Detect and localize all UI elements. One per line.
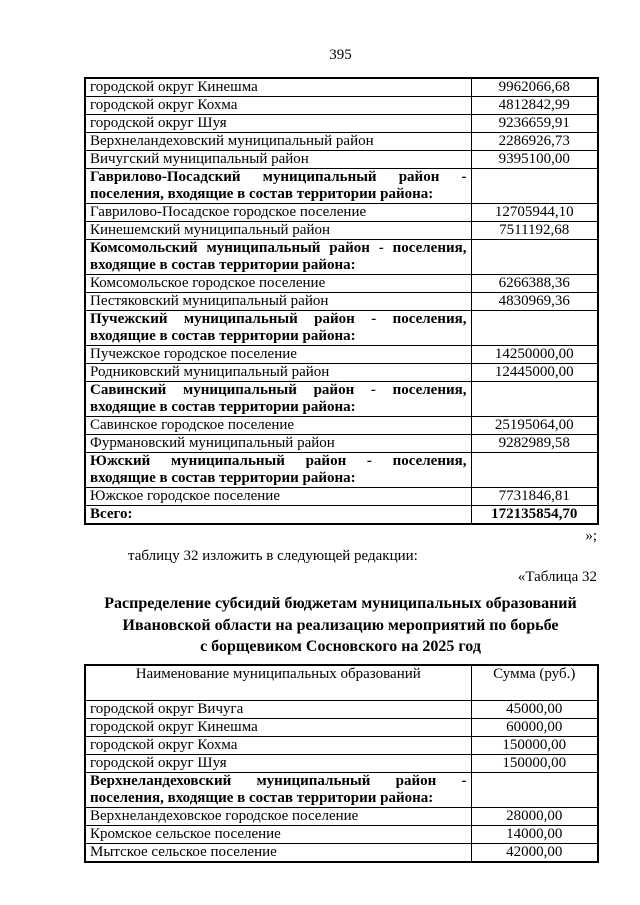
- table-row: [85, 97, 598, 115]
- municipality-cell: Савинский муниципальный район - поселения, входящие в состав территории района:: [85, 382, 471, 417]
- table-row: [85, 755, 598, 773]
- table-row: [85, 773, 598, 808]
- table-row: [85, 453, 598, 488]
- amount-cell: 9962066,68: [471, 78, 598, 97]
- table-row: [85, 222, 598, 240]
- table-row: [85, 844, 598, 863]
- municipality-cell: Фурмановский муниципальный район: [85, 435, 471, 453]
- amount-cell: 9395100,00: [471, 151, 598, 169]
- table-row: [85, 382, 598, 417]
- municipality-cell: городской округ Кохма: [85, 737, 471, 755]
- amendment-paragraph: таблицу 32 изложить в следующей редакции:: [128, 548, 418, 564]
- amount-cell: 150000,00: [471, 755, 598, 773]
- subsidies-table-32: [84, 664, 599, 864]
- table-32-title-line-2: Ивановской области на реализацию мероприятий по борьбе: [122, 616, 559, 634]
- amount-cell: 150000,00: [471, 737, 598, 755]
- municipality-cell: городской округ Шуя: [85, 755, 471, 773]
- closing-quote-marker: »;: [585, 528, 597, 544]
- amount-cell: [471, 311, 598, 346]
- table-row: [85, 808, 598, 826]
- table-32-title: [84, 593, 597, 658]
- municipality-cell: Мытское сельское поселение: [85, 844, 471, 863]
- amount-header: Сумма (руб.): [471, 665, 598, 701]
- amount-cell: 6266388,36: [471, 275, 598, 293]
- municipality-cell: Кинешемский муниципальный район: [85, 222, 471, 240]
- table-row: [85, 169, 598, 204]
- table-row: [85, 701, 598, 719]
- amount-cell: 45000,00: [471, 701, 598, 719]
- amount-cell: [471, 382, 598, 417]
- table-row: [85, 275, 598, 293]
- amount-cell: 172135854,70: [471, 506, 598, 525]
- amount-cell: 42000,00: [471, 844, 598, 863]
- subsidies-table-continuation: [84, 77, 599, 525]
- amount-cell: 14250000,00: [471, 346, 598, 364]
- amount-cell: 12445000,00: [471, 364, 598, 382]
- amount-cell: [471, 453, 598, 488]
- table-row: [85, 364, 598, 382]
- table-row: [85, 78, 598, 97]
- municipality-header: Наименование муниципальных образований: [85, 665, 471, 701]
- table-row: [85, 293, 598, 311]
- municipality-cell: Верхнеландеховский муниципальный район - поселения, входящие в состав территории района:: [85, 773, 471, 808]
- table-row: [85, 488, 598, 506]
- amount-cell: 14000,00: [471, 826, 598, 844]
- municipality-cell: городской округ Кинешма: [85, 78, 471, 97]
- amount-cell: [471, 773, 598, 808]
- amount-cell: 2286926,73: [471, 133, 598, 151]
- amount-cell: 4812842,99: [471, 97, 598, 115]
- municipality-cell: Верхнеландеховский муниципальный район: [85, 133, 471, 151]
- amount-cell: 4830969,36: [471, 293, 598, 311]
- table-row: [85, 417, 598, 435]
- table-row: [85, 737, 598, 755]
- municipality-cell: Гаврилово-Посадское городское поселение: [85, 204, 471, 222]
- page-number: 395: [329, 47, 352, 63]
- municipality-cell: Савинское городское поселение: [85, 417, 471, 435]
- municipality-cell: Верхнеландеховское городское поселение: [85, 808, 471, 826]
- municipality-cell: Пучежское городское поселение: [85, 346, 471, 364]
- municipality-cell: Всего:: [85, 506, 471, 525]
- table-32-title-line-1: Распределение субсидий бюджетам муниципальных образований: [104, 595, 577, 612]
- municipality-cell: Вичугский муниципальный район: [85, 151, 471, 169]
- municipality-cell: Кромское сельское поселение: [85, 826, 471, 844]
- table-row: [85, 115, 598, 133]
- table-row: [85, 506, 598, 525]
- amount-cell: 60000,00: [471, 719, 598, 737]
- table-row: [85, 826, 598, 844]
- amount-cell: 12705944,10: [471, 204, 598, 222]
- table-row: [85, 151, 598, 169]
- table-row: [85, 346, 598, 364]
- amount-cell: 9236659,91: [471, 115, 598, 133]
- municipality-cell: городской округ Вичуга: [85, 701, 471, 719]
- table-row: [85, 311, 598, 346]
- municipality-cell: Южский муниципальный район - поселения, входящие в состав территории района:: [85, 453, 471, 488]
- municipality-cell: городской округ Кохма: [85, 97, 471, 115]
- municipality-cell: Пучежский муниципальный район - поселения, входящие в состав территории района:: [85, 311, 471, 346]
- amount-cell: 7511192,68: [471, 222, 598, 240]
- amount-cell: 28000,00: [471, 808, 598, 826]
- municipality-cell: городской округ Шуя: [85, 115, 471, 133]
- municipality-cell: Пестяковский муниципальный район: [85, 293, 471, 311]
- amount-cell: 25195064,00: [471, 417, 598, 435]
- table-row: [85, 204, 598, 222]
- municipality-cell: Южское городское поселение: [85, 488, 471, 506]
- municipality-cell: Родниковский муниципальный район: [85, 364, 471, 382]
- municipality-cell: Комсомольский муниципальный район - поселения, входящие в состав территории района:: [85, 240, 471, 275]
- table-header-row: [85, 665, 598, 701]
- amount-cell: 7731846,81: [471, 488, 598, 506]
- municipality-cell: городской округ Кинешма: [85, 719, 471, 737]
- table-32-marker: «Таблица 32: [517, 569, 597, 585]
- table-row: [85, 240, 598, 275]
- amount-cell: [471, 169, 598, 204]
- table-row: [85, 133, 598, 151]
- amount-cell: 9282989,58: [471, 435, 598, 453]
- table-row: [85, 435, 598, 453]
- municipality-cell: Гаврилово-Посадский муниципальный район - поселения, входящие в состав территории района:: [85, 169, 471, 204]
- table-32-title-line-3: с борщевиком Сосновского на 2025 год: [200, 638, 481, 655]
- table-row: [85, 719, 598, 737]
- municipality-cell: Комсомольское городское поселение: [85, 275, 471, 293]
- amount-cell: [471, 240, 598, 275]
